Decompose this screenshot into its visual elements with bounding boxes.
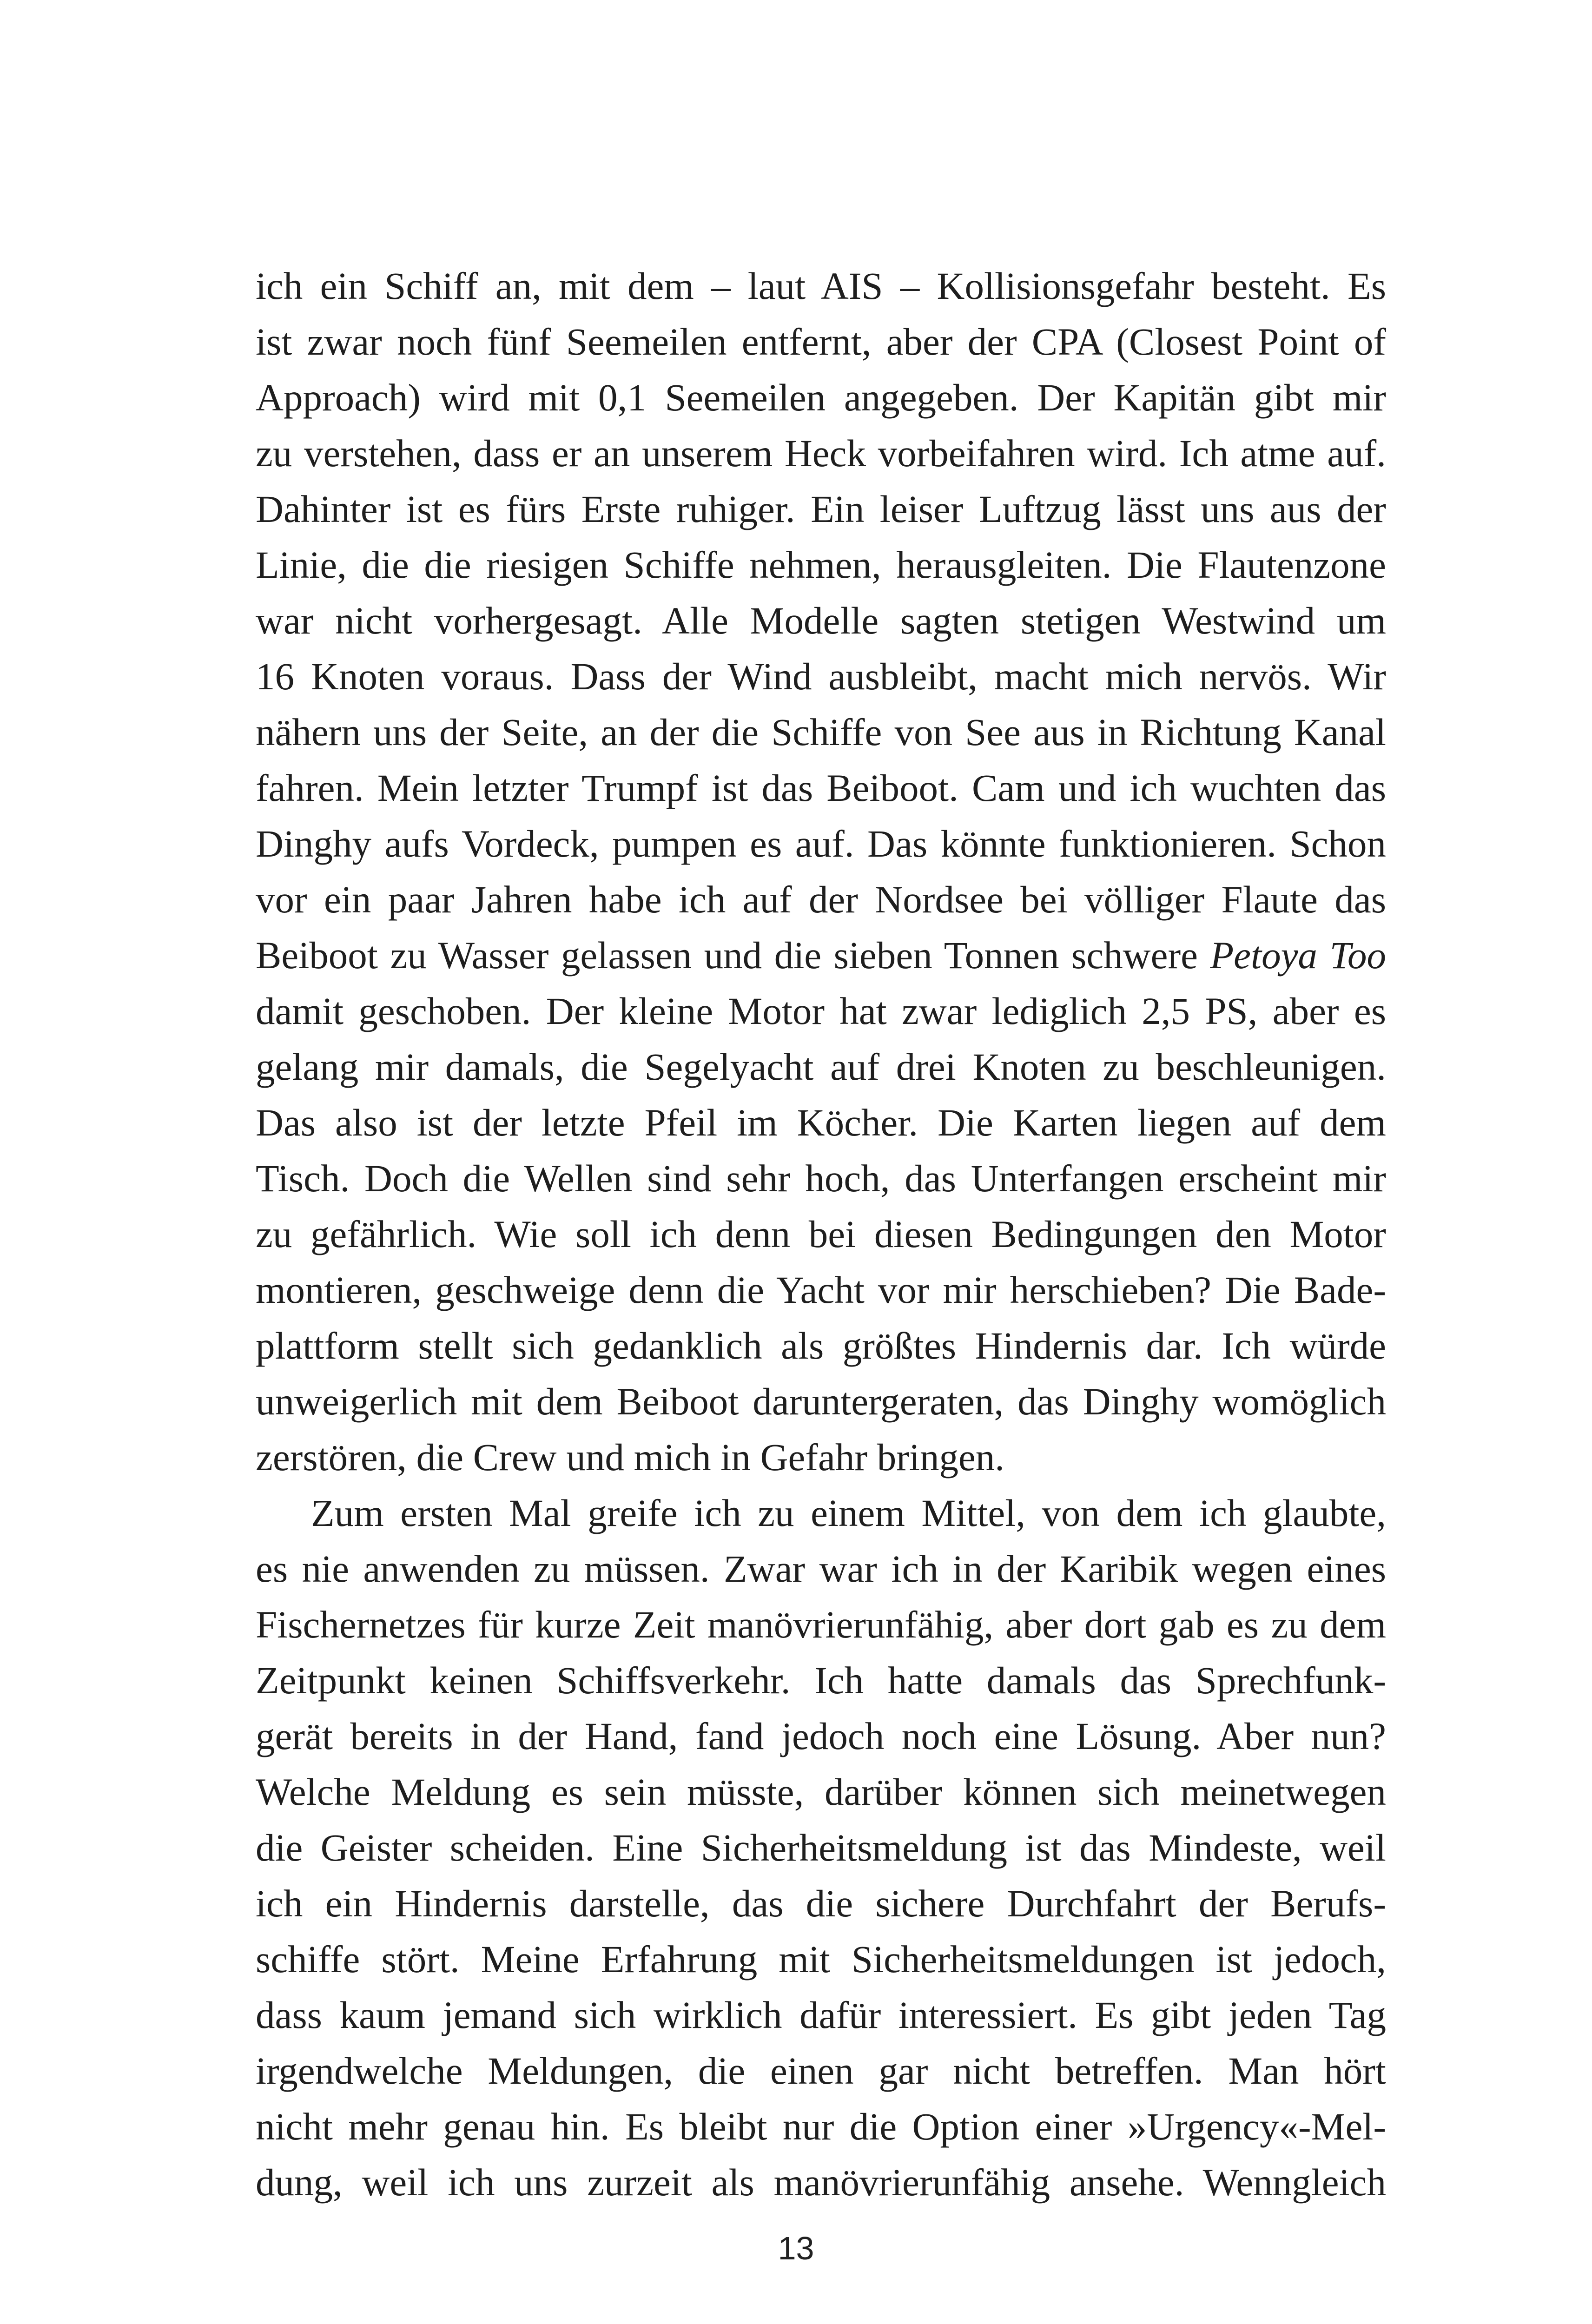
text-line: dass kaum jemand sich wirklich dafür interessiert. Es gibt jeden Tag [256, 1994, 1386, 2036]
text-line: zu verstehen, dass er an unserem Heck vorbeifahren wird. Ich atme auf. [256, 432, 1386, 475]
text-line: war nicht vorhergesagt. Alle Modelle sagten stetigen Westwind um [256, 599, 1386, 642]
text-line: plattform stellt sich gedanklich als größtes Hindernis dar. Ich würde [256, 1324, 1386, 1367]
text-line: fahren. Mein letzter Trumpf ist das Beiboot. Cam und ich wuchten das [256, 766, 1386, 809]
text-line: Zum ersten Mal greife ich zu einem Mittel, von dem ich glaubte, [311, 1492, 1386, 1534]
text-line: Fischernetzes für kurze Zeit manövrierunfähig, aber dort gab es zu dem [256, 1603, 1386, 1646]
text-line: ich ein Schiff an, mit dem – laut AIS – Kollisionsgefahr besteht. Es [256, 264, 1386, 307]
text-line: Tisch. Doch die Wellen sind sehr hoch, das Unterfangen erscheint mir [256, 1157, 1386, 1200]
text-line: Das also ist der letzte Pfeil im Köcher. Die Karten liegen auf dem [256, 1101, 1386, 1144]
paragraph-2 [256, 1485, 1386, 2210]
text-line: nähern uns der Seite, an der die Schiffe von See aus in Richtung Kanal [256, 711, 1386, 753]
text-line: nicht mehr genau hin. Es bleibt nur die Option einer »Urgency«-Mel- [256, 2105, 1386, 2148]
text-line: es nie anwenden zu müssen. Zwar war ich in der Karibik wegen eines [256, 1547, 1386, 1590]
text-line: Approach) wird mit 0,1 Seemeilen angegeben. Der Kapitän gibt mir [256, 376, 1386, 419]
text-line: Dinghy aufs Vordeck, pumpen es auf. Das könnte funktionieren. Schon [256, 822, 1386, 865]
text-line: vor ein paar Jahren habe ich auf der Nordsee bei völliger Flaute das [256, 878, 1386, 921]
text-line: gelang mir damals, die Segelyacht auf drei Knoten zu beschleunigen. [256, 1045, 1386, 1088]
page-number: 13 [778, 2230, 814, 2266]
text-line: ist zwar noch fünf Seemeilen entfernt, aber der CPA (Closest Point of [256, 320, 1386, 363]
text-line: zerstören, die Crew und mich in Gefahr bringen. [256, 1436, 1005, 1479]
text-line: dung, weil ich uns zurzeit als manövrierunfähig ansehe. Wenngleich [256, 2161, 1386, 2204]
text-line: damit geschoben. Der kleine Motor hat zwar lediglich 2,5 PS, aber es [256, 990, 1386, 1032]
text-line: die Geister scheiden. Eine Sicherheitsmeldung ist das Mindeste, weil [256, 1826, 1386, 1869]
text-line: schiffe stört. Meine Erfahrung mit Sicherheitsmeldungen ist jedoch, [256, 1938, 1386, 1981]
boat-name: Petoya Too [1210, 934, 1387, 977]
text-line: ich ein Hindernis darstelle, das die sichere Durchfahrt der Berufs- [256, 1882, 1386, 1925]
text-line [256, 927, 1386, 983]
text-line: Welche Meldung es sein müsste, darüber können sich meinetwegen [256, 1770, 1386, 1813]
text-line: 16 Knoten voraus. Dass der Wind ausbleibt, macht mich nervös. Wir [256, 655, 1386, 698]
text-line: gerät bereits in der Hand, fand jedoch noch eine Lösung. Aber nun? [256, 1715, 1386, 1757]
paragraph-1 [256, 258, 1386, 1485]
text-line: montieren, geschweige denn die Yacht vor mir herschieben? Die Bade- [256, 1268, 1386, 1311]
text-line: zu gefährlich. Wie soll ich denn bei diesen Bedingungen den Motor [256, 1213, 1386, 1255]
body-text [256, 258, 1386, 2210]
text-line-part: Beiboot zu Wasser gelassen und die sieben Tonnen schwere [256, 934, 1198, 977]
text-line: unweigerlich mit dem Beiboot daruntergeraten, das Dinghy womöglich [256, 1380, 1386, 1423]
text-line: Zeitpunkt keinen Schiffsverkehr. Ich hatte damals das Sprechfunk- [256, 1659, 1386, 1702]
text-line: Dahinter ist es fürs Erste ruhiger. Ein leiser Luftzug lässt uns aus der [256, 488, 1386, 530]
text-line: Linie, die die riesigen Schiffe nehmen, herausgleiten. Die Flautenzone [256, 543, 1386, 586]
text-line: irgendwelche Meldungen, die einen gar nicht betreffen. Man hört [256, 2049, 1386, 2092]
